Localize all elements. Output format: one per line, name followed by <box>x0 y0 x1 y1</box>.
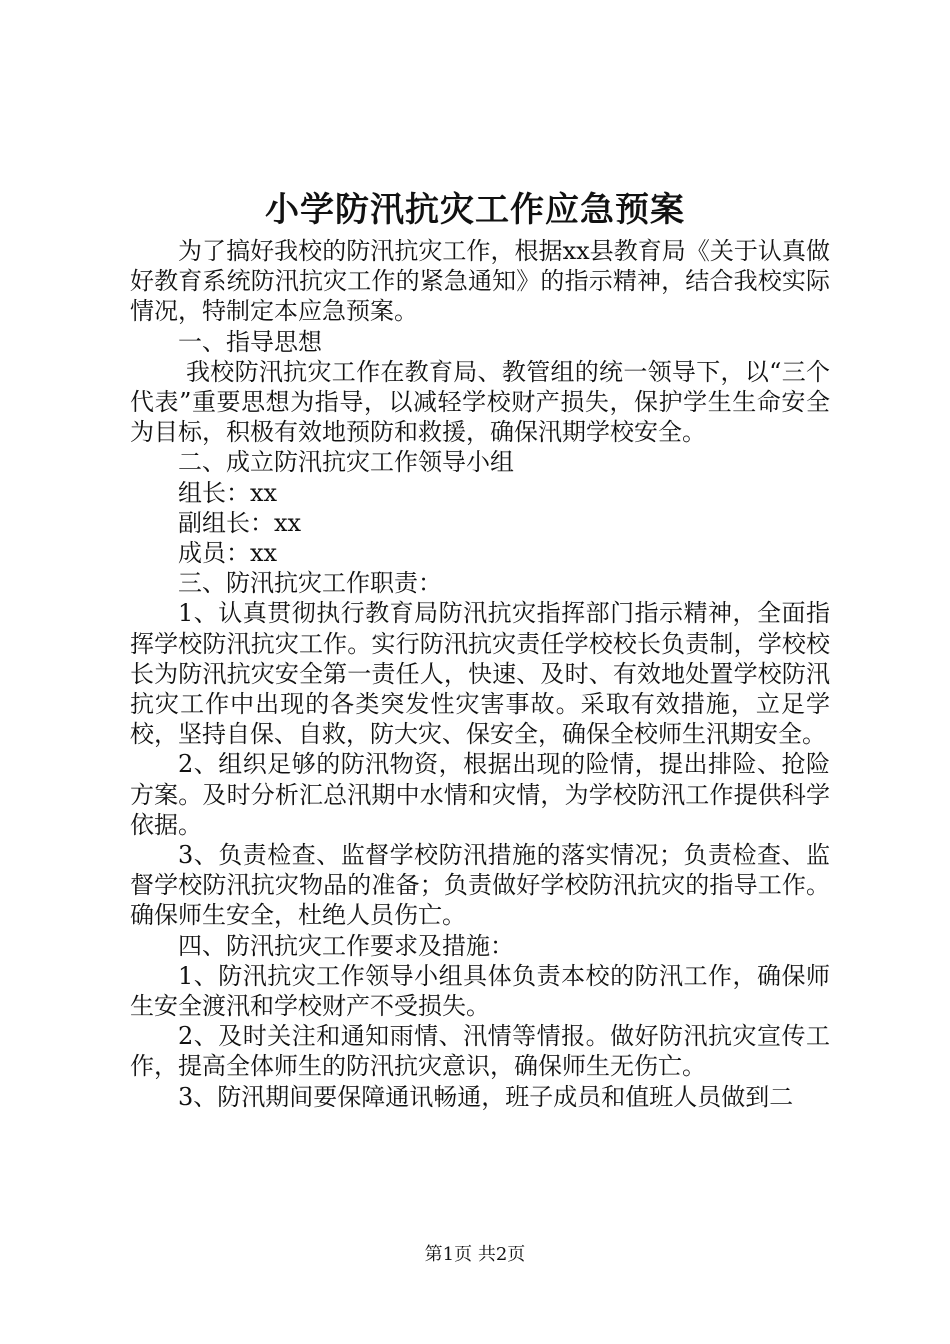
section-heading-leadership-group: 二、成立防汛抗灾工作领导小组 <box>178 448 514 477</box>
duty-item-3: 3、负责检查、监督学校防汛措施的落实情况；负责检查、监督学校防汛抗灾物品的准备；负责做好学校防汛抗灾的指导工作。确保师生安全，杜绝人员伤亡。 <box>130 841 830 930</box>
document-body <box>130 236 830 1112</box>
requirement-item-3: 3、防汛期间要保障通讯畅通，班子成员和值班人员做到二 <box>178 1082 794 1111</box>
section-heading-duties: 三、防汛抗灾工作职责： <box>178 569 442 598</box>
duty-item-2: 2、组织足够的防汛物资，根据出现的险情，提出排险、抢险方案。及时分析汇总汛期中水情和灾情，为学校防汛工作提供科学依据。 <box>130 750 830 839</box>
document-title: 小学防汛抗灾工作应急预案 <box>265 190 685 230</box>
paragraph-guiding-thought: 我校防汛抗灾工作在教育局、教管组的统一领导下，以“三个代表”重要思想为指导，以减轻学校财产损失，保护学生生命安全为目标，积极有效地预防和救援，确保汛期学校安全。 <box>130 357 830 447</box>
deputy-leader-line: 副组长：xx <box>178 508 302 537</box>
section-heading-requirements: 四、防汛抗灾工作要求及措施： <box>178 931 514 960</box>
paragraph-intro: 为了搞好我校的防汛抗灾工作，根据xx县教育局《关于认真做好教育系统防汛抗灾工作的紧急通知》的指示精神，结合我校实际情况，特制定本应急预案。 <box>130 237 830 326</box>
requirement-item-2: 2、及时关注和通知雨情、汛情等情报。做好防汛抗灾宣传工作，提高全体师生的防汛抗灾意识，确保师生无伤亡。 <box>130 1022 830 1081</box>
requirement-item-1: 1、防汛抗灾工作领导小组具体负责本校的防汛工作，确保师生安全渡汛和学校财产不受损失。 <box>130 961 830 1021</box>
section-heading-guiding-thought: 一、指导思想 <box>178 327 322 356</box>
duty-item-1: 1、认真贯彻执行教育局防汛抗灾指挥部门指示精神，全面指挥学校防汛抗灾工作。实行防汛抗灾责任学校校长负责制，学校校长为防汛抗灾安全第一责任人，快速、及时、有效地处置学校防汛抗灾工作中出现的各类突发性灾害事故。采取有效措施，立足学校，坚持自保、自救，防大灾、保安全，确保全校师生汛期安全。 <box>130 599 830 749</box>
page-indicator: 第1页 共2页 <box>424 1244 526 1265</box>
members-line: 成员：xx <box>178 539 278 568</box>
group-leader-line: 组长：xx <box>178 478 278 507</box>
